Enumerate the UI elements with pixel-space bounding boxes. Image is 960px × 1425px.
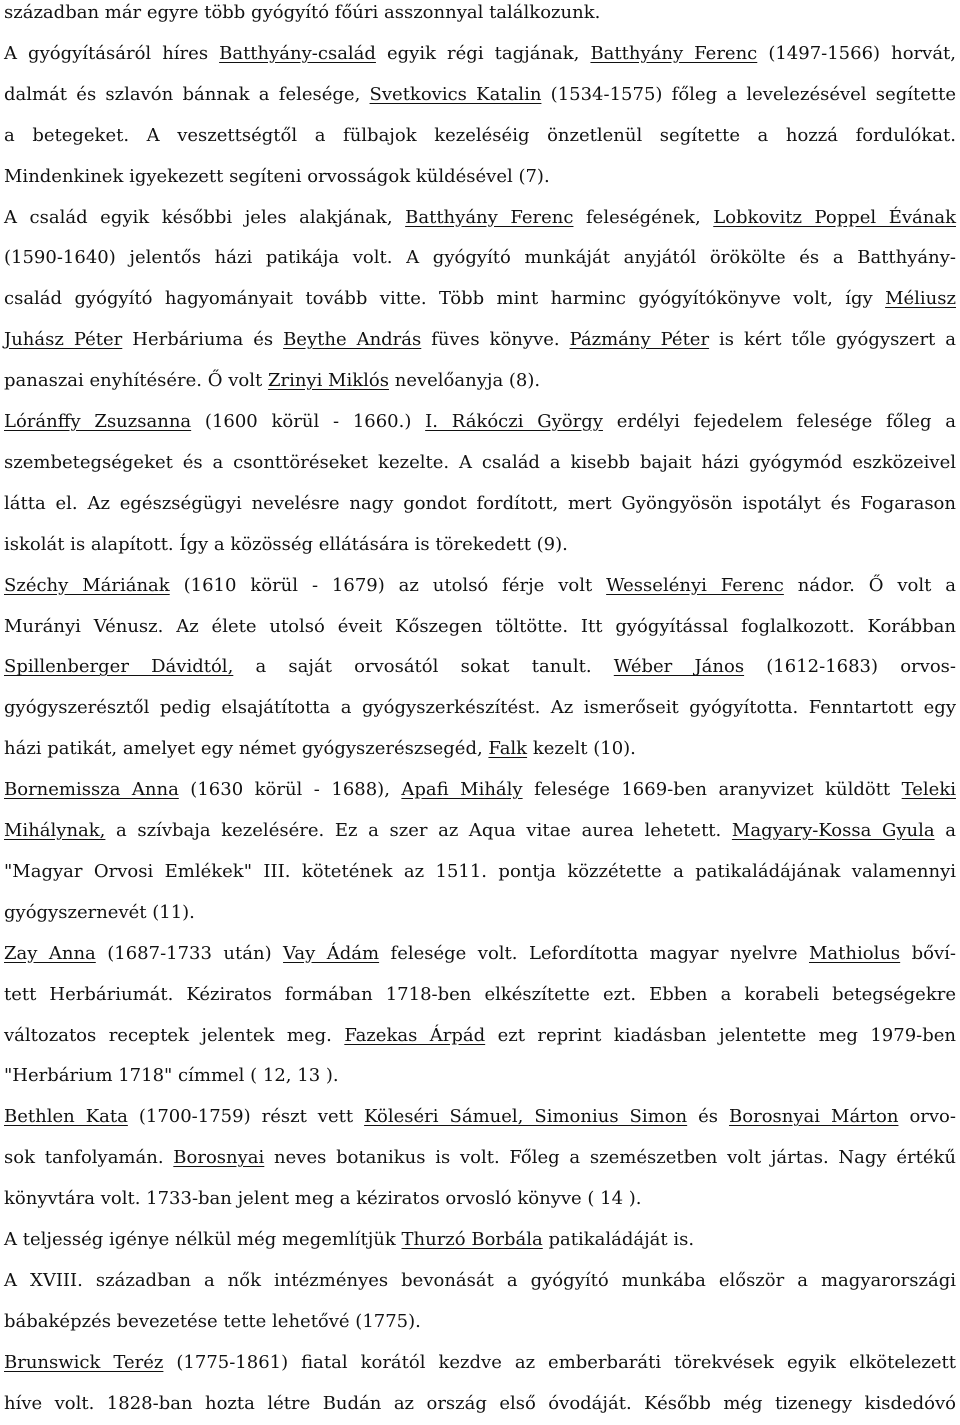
text-line: [4, 329, 956, 351]
text-span: gyógyszernevét (11).: [4, 901, 195, 923]
text-line: [4, 1352, 956, 1374]
underlined-name: Fazekas Árpád: [344, 1024, 486, 1046]
text-line: [4, 534, 956, 556]
underlined-name: Teleki: [901, 779, 956, 801]
text-span: a saját orvosától sokat tanult.: [233, 656, 614, 678]
text-line: [4, 1188, 956, 1210]
text-line: [4, 207, 956, 229]
underlined-name: Spillenberger Dávidtól,: [4, 656, 234, 678]
underlined-name: Svetkovics Katalin: [369, 83, 542, 105]
text-span: dalmát és szlavón bánnak a felesége,: [4, 83, 370, 105]
text-span: felesége 1669-ben aranyvizet küldött: [522, 779, 902, 801]
underlined-name: Borosnyai: [173, 1147, 265, 1169]
text-span: Mindenkinek igyekezett segíteni orvosságok küldésével (7).: [4, 165, 550, 187]
text-line: [4, 493, 956, 515]
text-span: szembetegségeket és a csonttöréseket kezelte. A család a kisebb bajait házi gyógymód eszközeivel: [4, 451, 956, 473]
text-line: [4, 1065, 956, 1087]
text-span: nádor. Ő volt a: [783, 574, 956, 596]
underlined-name: Köleséri Sámuel, Simonius Simon: [364, 1106, 688, 1128]
underlined-name: Zrinyi Miklós: [267, 370, 389, 392]
text-span: változatos receptek jelentek meg.: [4, 1024, 345, 1046]
text-span: (1775-1861) fiatal korától kezdve az emberbaráti törekvések egyik elkötelezett: [163, 1351, 956, 1373]
text-span: "Magyar Orvosi Emlékek" III. kötetének az 1511. pontja közzétette a patikaládájának valamennyi: [4, 860, 956, 882]
underlined-name: Mathiolus: [809, 942, 901, 964]
underlined-name: Apafi Mihály: [401, 779, 523, 801]
underlined-name: Brunswick Teréz: [4, 1351, 164, 1373]
text-span: A gyógyításáról híres: [4, 42, 220, 64]
text-span: A család egyik későbbi jeles alakjának,: [4, 206, 406, 228]
underlined-name: Bornemissza Anna: [4, 779, 179, 801]
text-line: [4, 943, 956, 965]
text-line: [4, 125, 956, 147]
text-span: "Herbárium 1718" címmel ( 12, 13 ).: [4, 1065, 339, 1087]
text-span: panaszai enyhítésére. Ő volt: [4, 370, 268, 392]
text-line: [4, 452, 956, 474]
text-line: [4, 656, 956, 678]
text-span: sok tanfolyamán.: [4, 1147, 174, 1169]
underlined-name: Zay Anna: [4, 942, 96, 964]
text-line: [4, 166, 956, 188]
text-span: a betegeket. A veszettségtől a fülbajok kezeléséig önzetlenül segítette a hozzá fordulókat.: [4, 124, 956, 146]
text-span: A teljesség igénye nélkül még megemlítjük: [4, 1229, 402, 1250]
text-line: [4, 288, 956, 310]
text-span: erdélyi fejedelem felesége főleg a: [602, 411, 957, 432]
underlined-name: Mihálynak,: [4, 820, 106, 841]
text-span: bábaképzés bevezetése tette lehetővé (1775).: [4, 1310, 421, 1332]
text-span: neves botanikus is volt. Főleg a szemészetben volt jártas. Nagy értékű: [264, 1147, 956, 1169]
text-span: híve volt. 1828-ban hozta létre Budán az ország első óvodáját. Később még tizenegy kisdedóvó: [4, 1392, 956, 1414]
text-line: [4, 247, 956, 269]
text-span: A XVIII. században a nők intézményes bevonását a gyógyító munkába először a magyarországi: [4, 1269, 956, 1291]
text-span: nevelőanyja (8).: [389, 370, 541, 392]
text-line: [4, 1311, 956, 1333]
text-line: [4, 616, 956, 638]
text-line: [4, 2, 956, 24]
text-line: [4, 1270, 956, 1292]
text-span: Murányi Vénusz. Az élete utolsó éveit Kőszegen töltötte. Itt gyógyítással foglalkozott. Korábban: [4, 615, 956, 637]
underlined-name: Lobkovitz Poppel Évának: [713, 206, 956, 228]
text-line: [4, 370, 956, 392]
text-span: kezelt (10).: [527, 738, 636, 760]
text-line: [4, 738, 956, 760]
text-span: is kért tőle gyógyszert a: [709, 329, 956, 351]
text-span: bőví-: [900, 942, 956, 964]
underlined-name: Pázmány Péter: [569, 329, 710, 351]
text-span: (1700-1759) részt vett: [127, 1106, 365, 1128]
text-span: (1497-1566) horvát,: [757, 42, 956, 64]
underlined-name: Borosnyai Márton: [729, 1106, 899, 1128]
text-line: [4, 411, 956, 433]
text-line: [4, 1147, 956, 1169]
text-span: a szívbaja kezelésére. Ez a szer az Aqua vitae aurea lehetett.: [105, 820, 732, 841]
text-line: [4, 820, 956, 842]
text-span: orvo-: [898, 1106, 956, 1128]
text-span: (1610 körül - 1679) az utolsó férje volt: [169, 574, 607, 596]
text-span: tett Herbáriumát. Kéziratos formában 1718-ben elkészítette ezt. Ebben a korabeli betegségekre: [4, 983, 956, 1005]
underlined-name: Batthyány-család: [219, 42, 376, 64]
text-span: ezt reprint kiadásban jelentette meg 1979-ben: [485, 1024, 957, 1046]
text-line: [4, 1393, 956, 1415]
text-span: család gyógyító hagyományait tovább vitte. Több mint harminc gyógyítókönyve volt, így: [4, 288, 886, 310]
text-line: [4, 984, 956, 1006]
underlined-name: Vay Ádám: [283, 942, 380, 964]
text-span: felesége volt. Lefordította magyar nyelvre: [379, 942, 809, 964]
text-span: feleségének,: [573, 206, 714, 228]
text-span: (1612-1683) orvos-: [744, 656, 956, 678]
text-span: patikaládáját is.: [542, 1229, 695, 1250]
text-span: egyik régi tagjának,: [375, 42, 591, 64]
text-line: [4, 1229, 956, 1251]
text-span: házi patikát, amelyet egy német gyógyszerészsegéd,: [4, 738, 489, 760]
text-line: [4, 861, 956, 883]
underlined-name: Méliusz: [885, 288, 956, 310]
text-span: látta el. Az egészségügyi nevelésre nagy gondot fordított, mert Gyöngyösön ispotályt és Fogarason: [4, 492, 956, 514]
text-span: Herbáriuma és: [122, 329, 284, 351]
text-span: és: [687, 1106, 730, 1128]
underlined-name: I. Rákóczi György: [425, 411, 603, 432]
text-line: [4, 1106, 956, 1128]
text-span: században már egyre több gyógyító főúri asszonnyal találkozunk.: [4, 2, 601, 23]
underlined-name: Falk: [488, 738, 528, 760]
underlined-name: Magyary-Kossa Gyula: [731, 820, 935, 841]
text-line: [4, 43, 956, 65]
text-span: (1534-1575) főleg a levelezésével segítette: [541, 83, 956, 105]
underlined-name: Széchy Máriának: [4, 574, 170, 596]
underlined-name: Batthyány Ferenc: [590, 42, 758, 64]
text-span: (1630 körül - 1688),: [178, 779, 402, 801]
text-span: (1590-1640) jelentős házi patikája volt. A gyógyító munkáját anyjától örökölte és a Batthyány-: [4, 247, 956, 269]
text-line: [4, 902, 956, 924]
underlined-name: Wéber János: [613, 656, 745, 678]
text-span: iskolát is alapított. Így a közösség ellátására is törekedett (9).: [4, 533, 568, 555]
text-span: (1600 körül - 1660.): [191, 411, 426, 432]
underlined-name: Thurzó Borbála: [401, 1229, 543, 1250]
underlined-name: Batthyány Ferenc: [405, 206, 574, 228]
underlined-name: Bethlen Kata: [4, 1106, 128, 1128]
underlined-name: Wesselényi Ferenc: [606, 574, 784, 596]
underlined-name: Juhász Péter: [4, 329, 123, 351]
text-line: [4, 1025, 956, 1047]
text-line: [4, 575, 956, 597]
text-line: [4, 697, 956, 719]
underlined-name: Beythe András: [283, 329, 422, 351]
text-span: könyvtára volt. 1733-ban jelent meg a kéziratos orvosló könyve ( 14 ).: [4, 1188, 642, 1210]
text-span: füves könyve.: [421, 329, 570, 351]
text-span: (1687-1733 után): [95, 942, 284, 964]
text-line: [4, 84, 956, 106]
underlined-name: Lóránffy Zsuzsanna: [4, 411, 192, 432]
text-line: [4, 779, 956, 801]
text-span: a: [934, 820, 956, 841]
text-span: gyógyszerésztől pedig elsajátította a gyógyszerkészítést. Az ismerőseit gyógyította. Fenntartott egy: [4, 697, 956, 719]
